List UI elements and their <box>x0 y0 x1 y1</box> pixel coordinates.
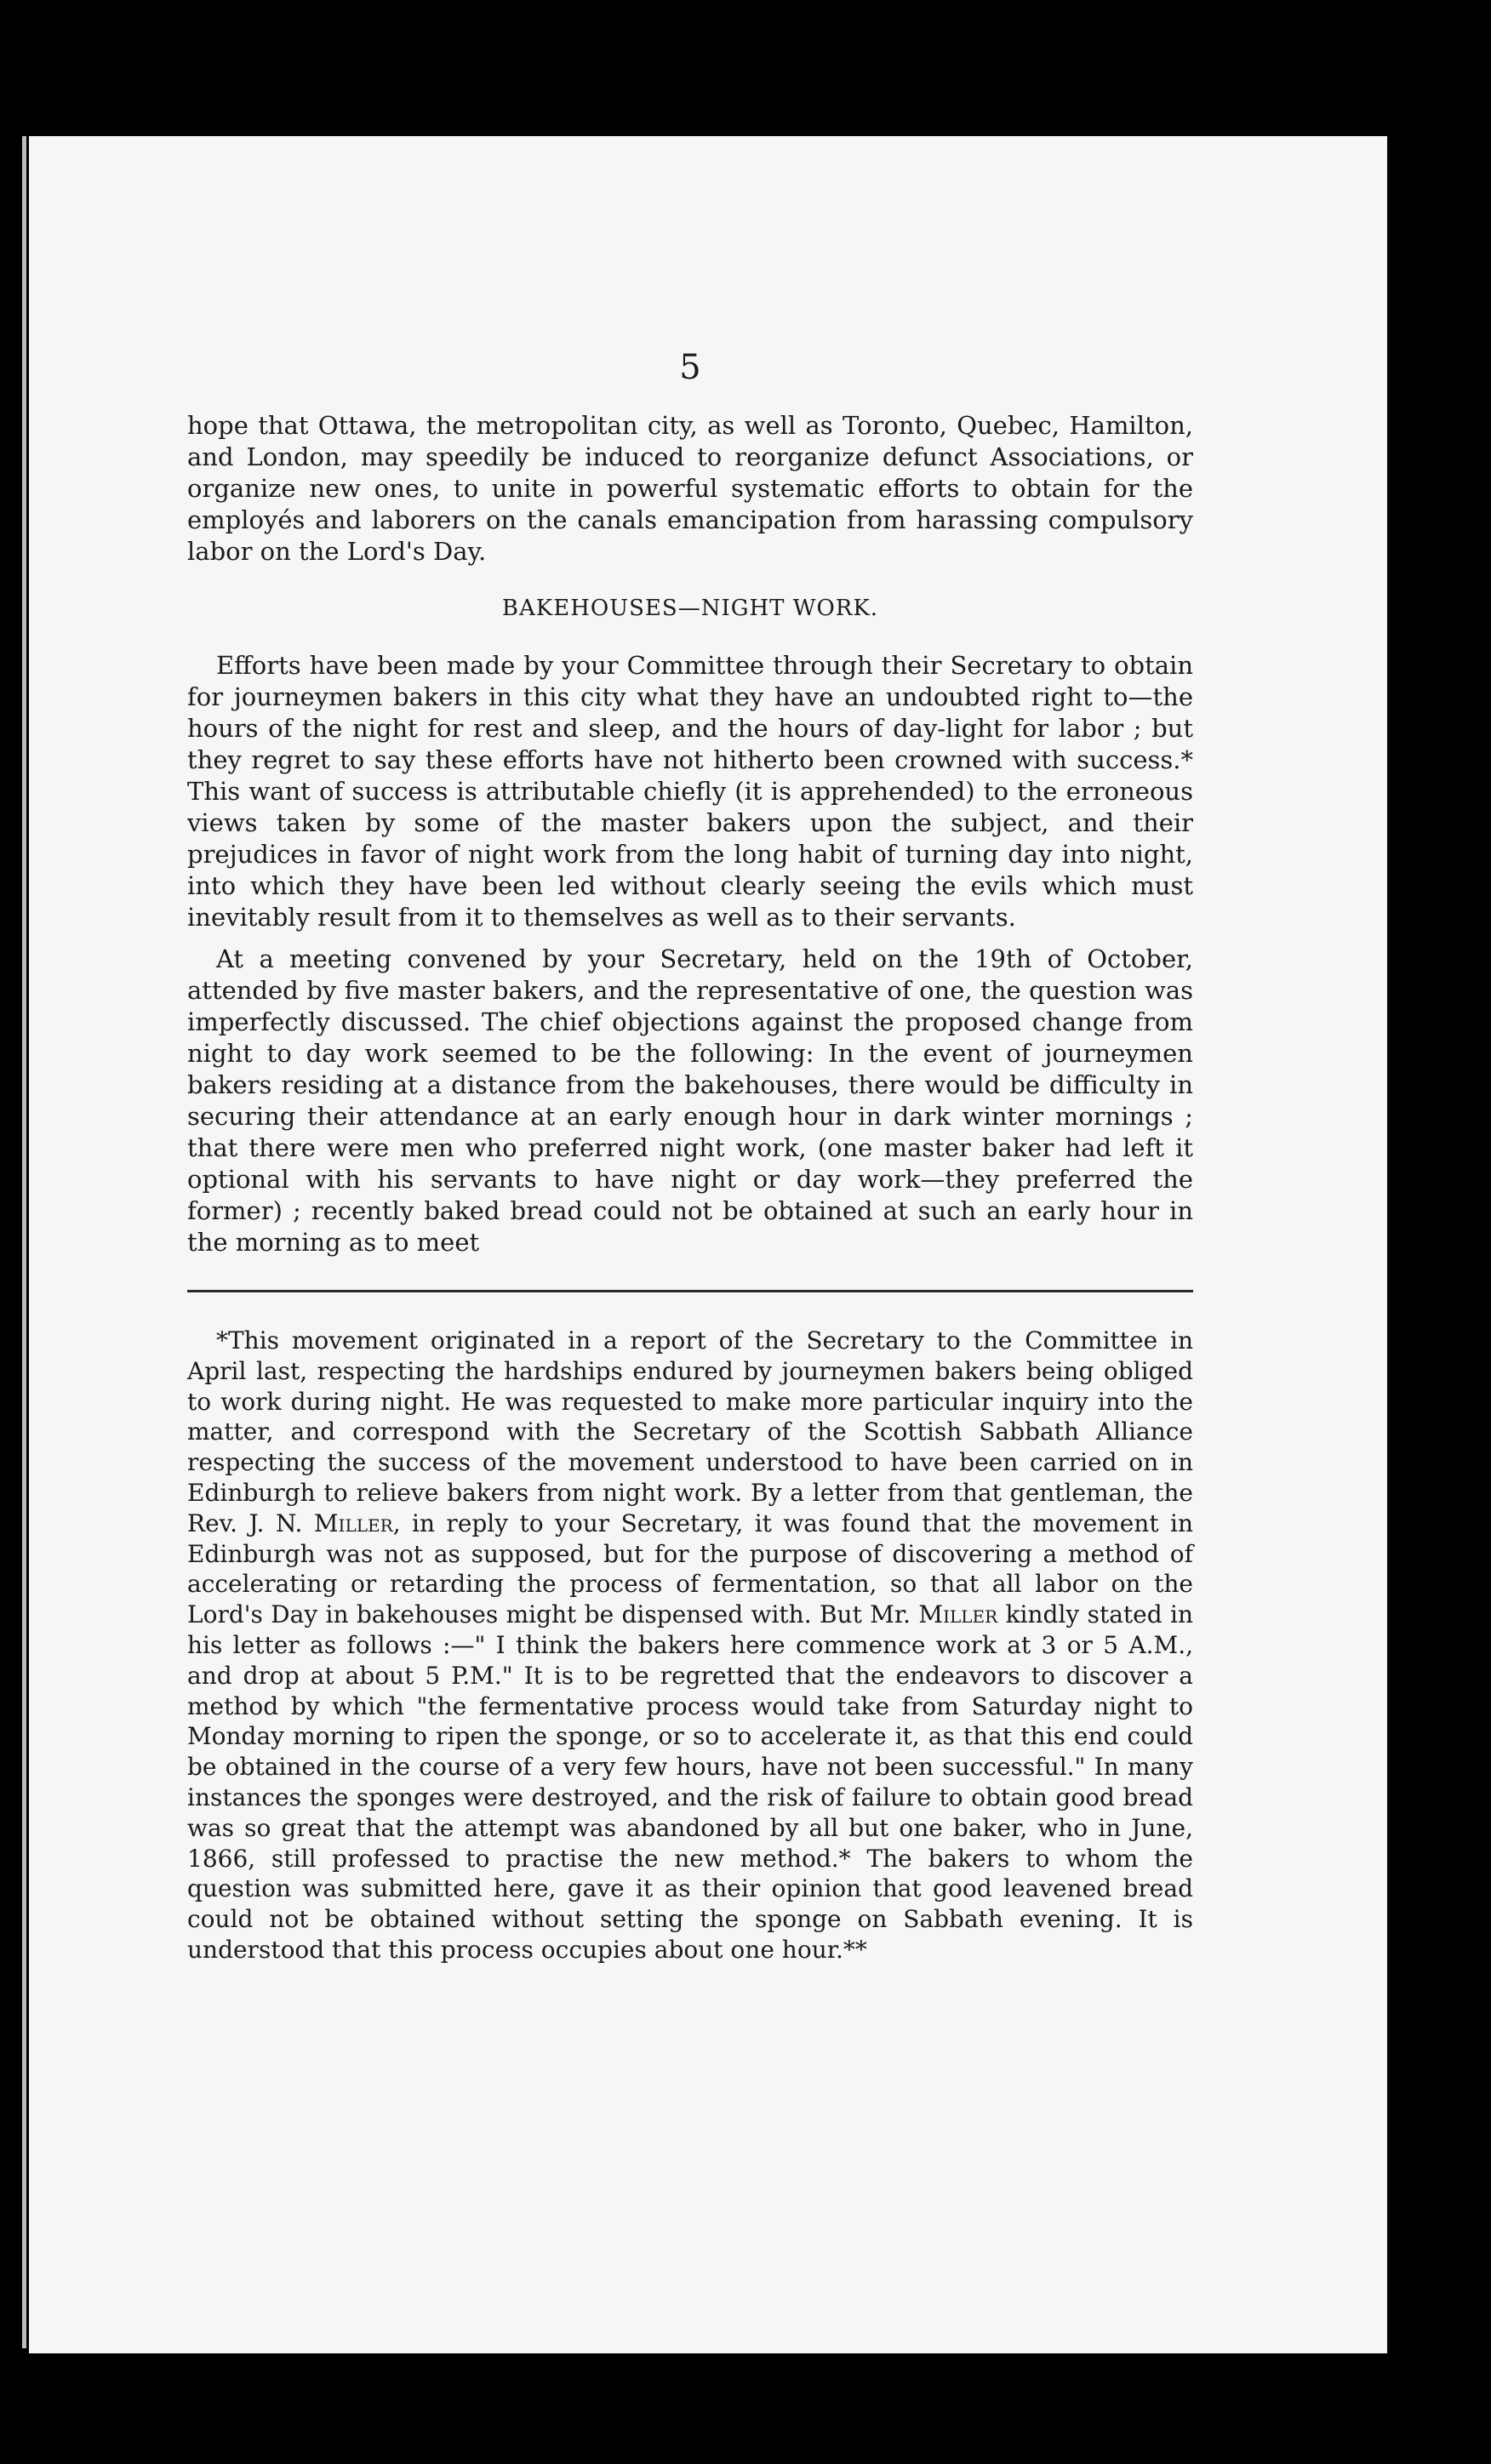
footnote-name-miller-2: Miller <box>918 1600 998 1629</box>
paragraph-meeting: At a meeting convened by your Secretary, held on the 19th of October, attended by five master bakers, and the representative of one, the question was imperfectly discussed. The chief objections against the proposed change from night to day work seemed to be the following: In the event of journeymen bakers residing at a distance from the bakehouses, there would be difficulty in securing their attendance at an early enough hour in dark winter mornings ; that there were men who preferred night work, (one master baker had left it optional with his servants to have night or day work—they preferred the former) ; recently baked bread could not be obtained at such an early hour in the morning as to meet <box>187 944 1193 1257</box>
page-number: 5 <box>679 348 701 387</box>
section-heading: BAKEHOUSES—NIGHT WORK. <box>501 596 879 621</box>
footnote-divider <box>187 1290 1193 1292</box>
footnote-name-miller-1: Miller <box>313 1509 393 1537</box>
book-page <box>29 136 1387 2353</box>
footnote-text-2: , in reply to your Secretary, it was found that the movement in Edinburgh was not as supposed, but for the purpose of discovering a method of accelerating or retarding the process of fermentation, so that all labor on the Lord's Day in bakehouses might be dispensed with. But Mr. <box>187 1509 1193 1629</box>
paragraph-continued: hope that Ottawa, the metropolitan city, as well as Toronto, Quebec, Hamilton, and London, may speedily be induced to reorganize defunct Associations, or organize new ones, to unite in powerful systematic efforts to obtain for the employés and laborers on the canals emancipation from harassing compulsory labor on the Lord's Day. <box>187 411 1193 566</box>
scan-left-edge <box>22 136 26 2348</box>
body-text <box>187 410 1193 1269</box>
footnote-text-3: kindly stated in his letter as follows :—" I think the bakers here commence work at 3 or 5 A.M., and drop at about 5 P.M." It is to be regretted that the endeavors to discover a method by which "the fermentative process would take from Saturday night to Monday morning to ripen the sponge, or so to accelerate it, as that this end could be obtained in the course of a very few hours, have not been successful." In many instances the sponges were destroyed, and the risk of failure to obtain good bread was so great that the attempt was abandoned by all but one baker, who in June, 1866, still professed to practise the new method.* The bakers to whom the question was submitted here, gave it as their opinion that good leavened bread could not be obtained without setting the sponge on Sabbath evening. It is understood that this process occupies about one hour.** <box>187 1600 1193 1964</box>
footnote <box>187 1326 1193 1965</box>
paragraph-efforts: Efforts have been made by your Committee through their Secretary to obtain for journeymen bakers in this city what they have an undoubted right to—the hours of the night for rest and sleep, and the hours of day-light for labor ; but they regret to say these efforts have not hitherto been crowned with success.* This want of success is attributable chiefly (it is apprehended) to the erroneous views taken by some of the master bakers upon the subject, and their prejudices in favor of night work from the long habit of turning day into night, into which they have been led without clearly seeing the evils which must inevitably result from it to themselves as well as to their servants. <box>187 651 1193 932</box>
footnote-text-1: *This movement originated in a report of the Secretary to the Committee in April last, respecting the hardships endured by journeymen bakers being obliged to work during night. He was requested to make more particular inquiry into the matter, and correspond with the Secretary of the Scottish Sabbath Alliance respecting the success of the movement understood to have been carried on in Edinburgh to relieve bakers from night work. By a letter from that gentleman, the Rev. J. N. <box>187 1326 1193 1537</box>
